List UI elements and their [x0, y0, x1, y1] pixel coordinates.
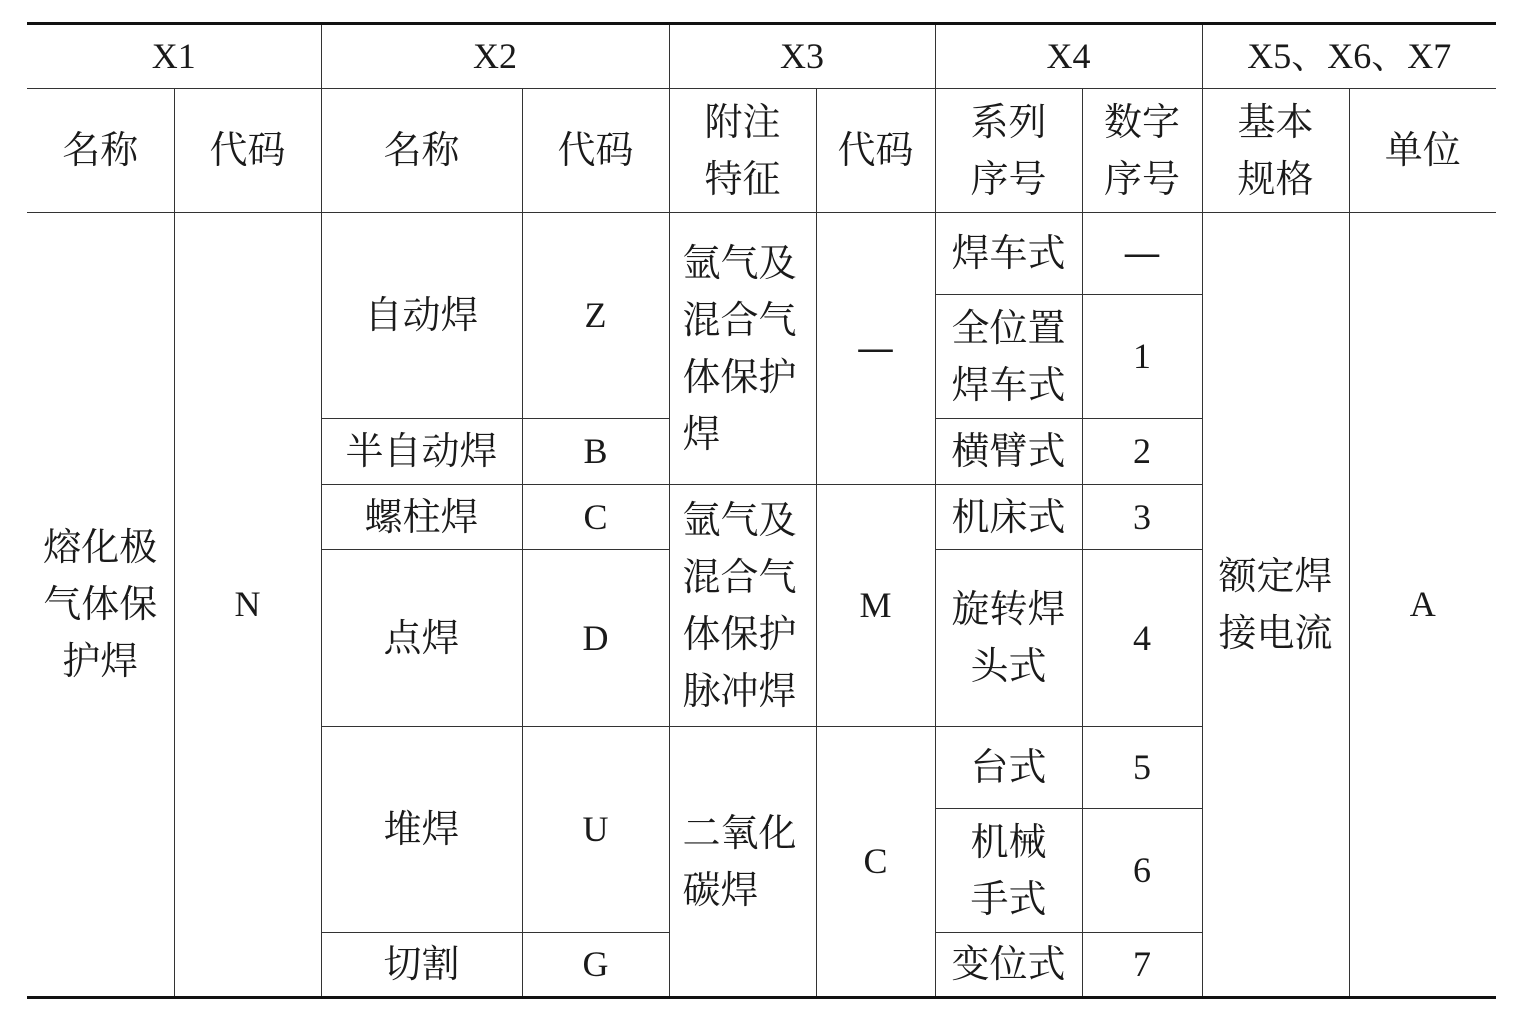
x3-note-cell: 二氧化碳焊	[669, 727, 816, 998]
x4-digit-cell: 7	[1082, 933, 1202, 998]
x3-code-header: 代码	[816, 89, 935, 213]
x2-code-cell: U	[522, 727, 669, 933]
x2-name-cell: 点焊	[321, 550, 522, 727]
welder-code-table	[27, 22, 1496, 999]
x4-digit-cell: —	[1082, 213, 1202, 295]
group-header-x2: X2	[321, 24, 669, 89]
x2-name-cell: 堆焊	[321, 727, 522, 933]
x4-series-cell: 横臂式	[935, 419, 1082, 485]
x3-note-cell: 氩气及混合气体保护焊	[669, 213, 816, 485]
x4-series-cell: 机床式	[935, 485, 1082, 550]
x4-series-cell: 机械手式	[935, 809, 1082, 933]
x4-series-cell: 焊车式	[935, 213, 1082, 295]
sub-header-row	[27, 89, 1496, 213]
x4-series-cell: 全位置焊车式	[935, 295, 1082, 419]
x2-name-header: 名称	[321, 89, 522, 213]
x2-code-cell: B	[522, 419, 669, 485]
x4-series-cell: 台式	[935, 727, 1082, 809]
x2-name-cell: 切割	[321, 933, 522, 998]
group-header-x3: X3	[669, 24, 935, 89]
x1-name-cell: 熔化极气体保护焊	[27, 213, 174, 998]
x4-digit-cell: 1	[1082, 295, 1202, 419]
x4-series-cell: 变位式	[935, 933, 1082, 998]
x2-name-cell: 自动焊	[321, 213, 522, 419]
x3-code-cell: M	[816, 485, 935, 727]
x5-spec-cell: 额定焊接电流	[1202, 213, 1349, 998]
group-header-x5-x7: X5、X6、X7	[1202, 24, 1496, 89]
x5-unit-cell: A	[1349, 213, 1496, 998]
x4-digit-cell: 5	[1082, 727, 1202, 809]
x2-name-cell: 螺柱焊	[321, 485, 522, 550]
x4-digit-header: 数字序号	[1082, 89, 1202, 213]
group-header-row	[27, 24, 1496, 89]
x2-code-cell: D	[522, 550, 669, 727]
x3-note-cell: 氩气及混合气体保护脉冲焊	[669, 485, 816, 727]
x4-digit-cell: 3	[1082, 485, 1202, 550]
x1-name-header: 名称	[27, 89, 174, 213]
x2-code-cell: G	[522, 933, 669, 998]
group-header-x4: X4	[935, 24, 1202, 89]
x2-code-cell: Z	[522, 213, 669, 419]
x1-code-header: 代码	[174, 89, 321, 213]
group-header-x1: X1	[27, 24, 321, 89]
x5-spec-header: 基本规格	[1202, 89, 1349, 213]
x4-series-header: 系列序号	[935, 89, 1082, 213]
table-row	[27, 213, 1496, 295]
x4-digit-cell: 4	[1082, 550, 1202, 727]
x4-digit-cell: 6	[1082, 809, 1202, 933]
x3-code-cell: —	[816, 213, 935, 485]
x4-digit-cell: 2	[1082, 419, 1202, 485]
x2-code-cell: C	[522, 485, 669, 550]
x1-code-cell: N	[174, 213, 321, 998]
x2-code-header: 代码	[522, 89, 669, 213]
x3-note-header: 附注特征	[669, 89, 816, 213]
x3-code-cell: C	[816, 727, 935, 998]
x4-series-cell: 旋转焊头式	[935, 550, 1082, 727]
x2-name-cell: 半自动焊	[321, 419, 522, 485]
x5-unit-header: 单位	[1349, 89, 1496, 213]
